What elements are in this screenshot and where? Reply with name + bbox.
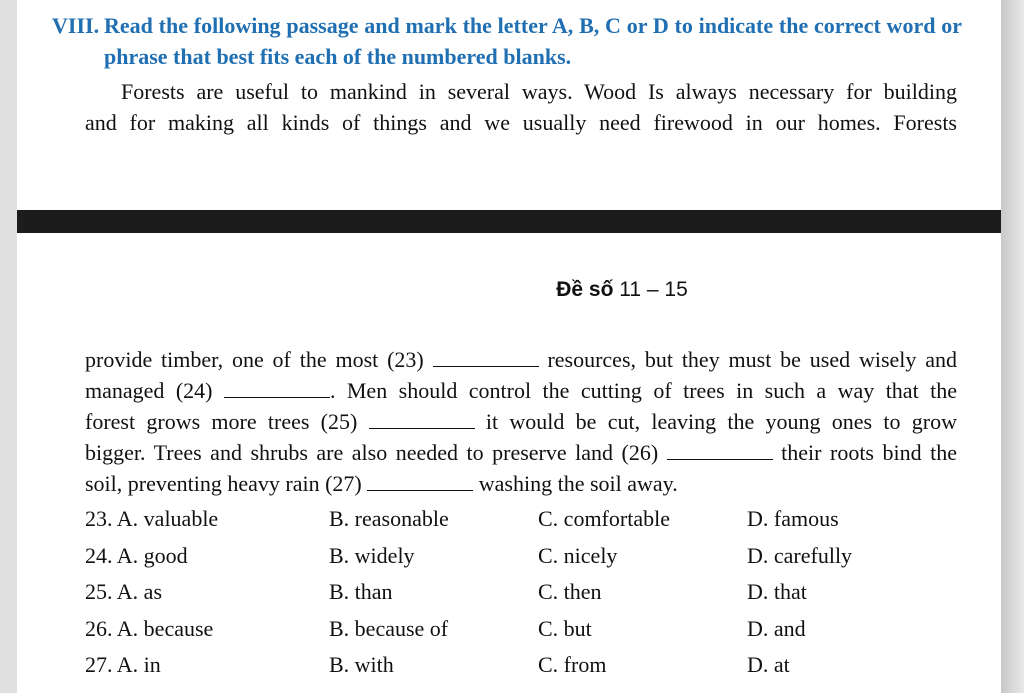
blank-23 bbox=[433, 348, 539, 367]
blank-25 bbox=[369, 410, 475, 429]
option-d: D. at bbox=[747, 652, 790, 677]
option-c: C. but bbox=[538, 616, 592, 641]
option-a: 23. A. valuable bbox=[85, 506, 219, 531]
passage-bottom bbox=[85, 344, 957, 499]
option-a: 24. A. good bbox=[85, 543, 188, 568]
option-a: 27. A. in bbox=[85, 652, 161, 677]
passage-top bbox=[85, 76, 957, 138]
sheet-title-bold: Đề số bbox=[556, 278, 614, 301]
question-row-26 bbox=[85, 616, 985, 646]
passage-text: managed (24) bbox=[85, 378, 224, 403]
passage-line bbox=[85, 437, 957, 468]
option-d: D. carefully bbox=[747, 543, 853, 568]
option-b: B. widely bbox=[329, 543, 415, 568]
option-b: B. because of bbox=[329, 616, 449, 641]
blank-24 bbox=[224, 379, 330, 398]
passage-text: bigger. Trees and shrubs are also needed to preserve land (26) bbox=[85, 440, 667, 465]
passage-line bbox=[85, 406, 957, 437]
sheet-title bbox=[0, 278, 1024, 302]
passage-text: washing the soil away. bbox=[473, 471, 678, 496]
passage-text: their roots bind the bbox=[772, 440, 957, 465]
option-a: 26. A. because bbox=[85, 616, 214, 641]
passage-line bbox=[85, 344, 957, 375]
option-b: B. reasonable bbox=[329, 506, 449, 531]
passage-text: it would be cut, leaving the young ones to grow bbox=[474, 409, 957, 434]
passage-text: . Men should control the cutting of trees in such a way that the bbox=[329, 378, 957, 403]
option-c: C. comfortable bbox=[538, 506, 670, 531]
option-a: 25. A. as bbox=[85, 579, 162, 604]
passage-top-line-2: and for making all kinds of things and we usually need firewood in our homes. Forests bbox=[85, 110, 957, 135]
passage-text: provide timber, one of the most (23) bbox=[85, 347, 433, 372]
sheet-title-range: 11 – 15 bbox=[613, 278, 688, 301]
section-number: VIII. bbox=[52, 13, 100, 38]
question-row-25 bbox=[85, 579, 985, 609]
passage-top-line-1: Forests are useful to mankind in several ways. Wood Is always necessary for building bbox=[121, 79, 957, 104]
blank-27 bbox=[367, 472, 473, 491]
option-d: D. and bbox=[747, 616, 806, 641]
passage-line bbox=[85, 468, 957, 499]
blank-26 bbox=[667, 441, 773, 460]
option-c: C. nicely bbox=[538, 543, 618, 568]
section-instruction: Read the following passage and mark the letter A, B, C or D to indicate the correct word or phrase that best fits each of the numbered blanks. bbox=[104, 13, 962, 69]
option-d: D. famous bbox=[747, 506, 839, 531]
passage-line bbox=[85, 375, 957, 406]
option-b: B. with bbox=[329, 652, 394, 677]
left-margin bbox=[0, 0, 17, 693]
question-row-24 bbox=[85, 543, 985, 573]
question-row-27 bbox=[85, 652, 985, 682]
section-heading bbox=[52, 10, 962, 72]
question-row-23 bbox=[85, 506, 985, 536]
option-c: C. then bbox=[538, 579, 602, 604]
passage-text: resources, but they must be used wisely and bbox=[538, 347, 958, 372]
passage-text: soil, preventing heavy rain (27) bbox=[85, 471, 368, 496]
right-margin bbox=[1001, 0, 1024, 693]
option-b: B. than bbox=[329, 579, 393, 604]
page-divider bbox=[17, 210, 1001, 233]
passage-text: forest grows more trees (25) bbox=[85, 409, 369, 434]
option-d: D. that bbox=[747, 579, 807, 604]
option-c: C. from bbox=[538, 652, 607, 677]
